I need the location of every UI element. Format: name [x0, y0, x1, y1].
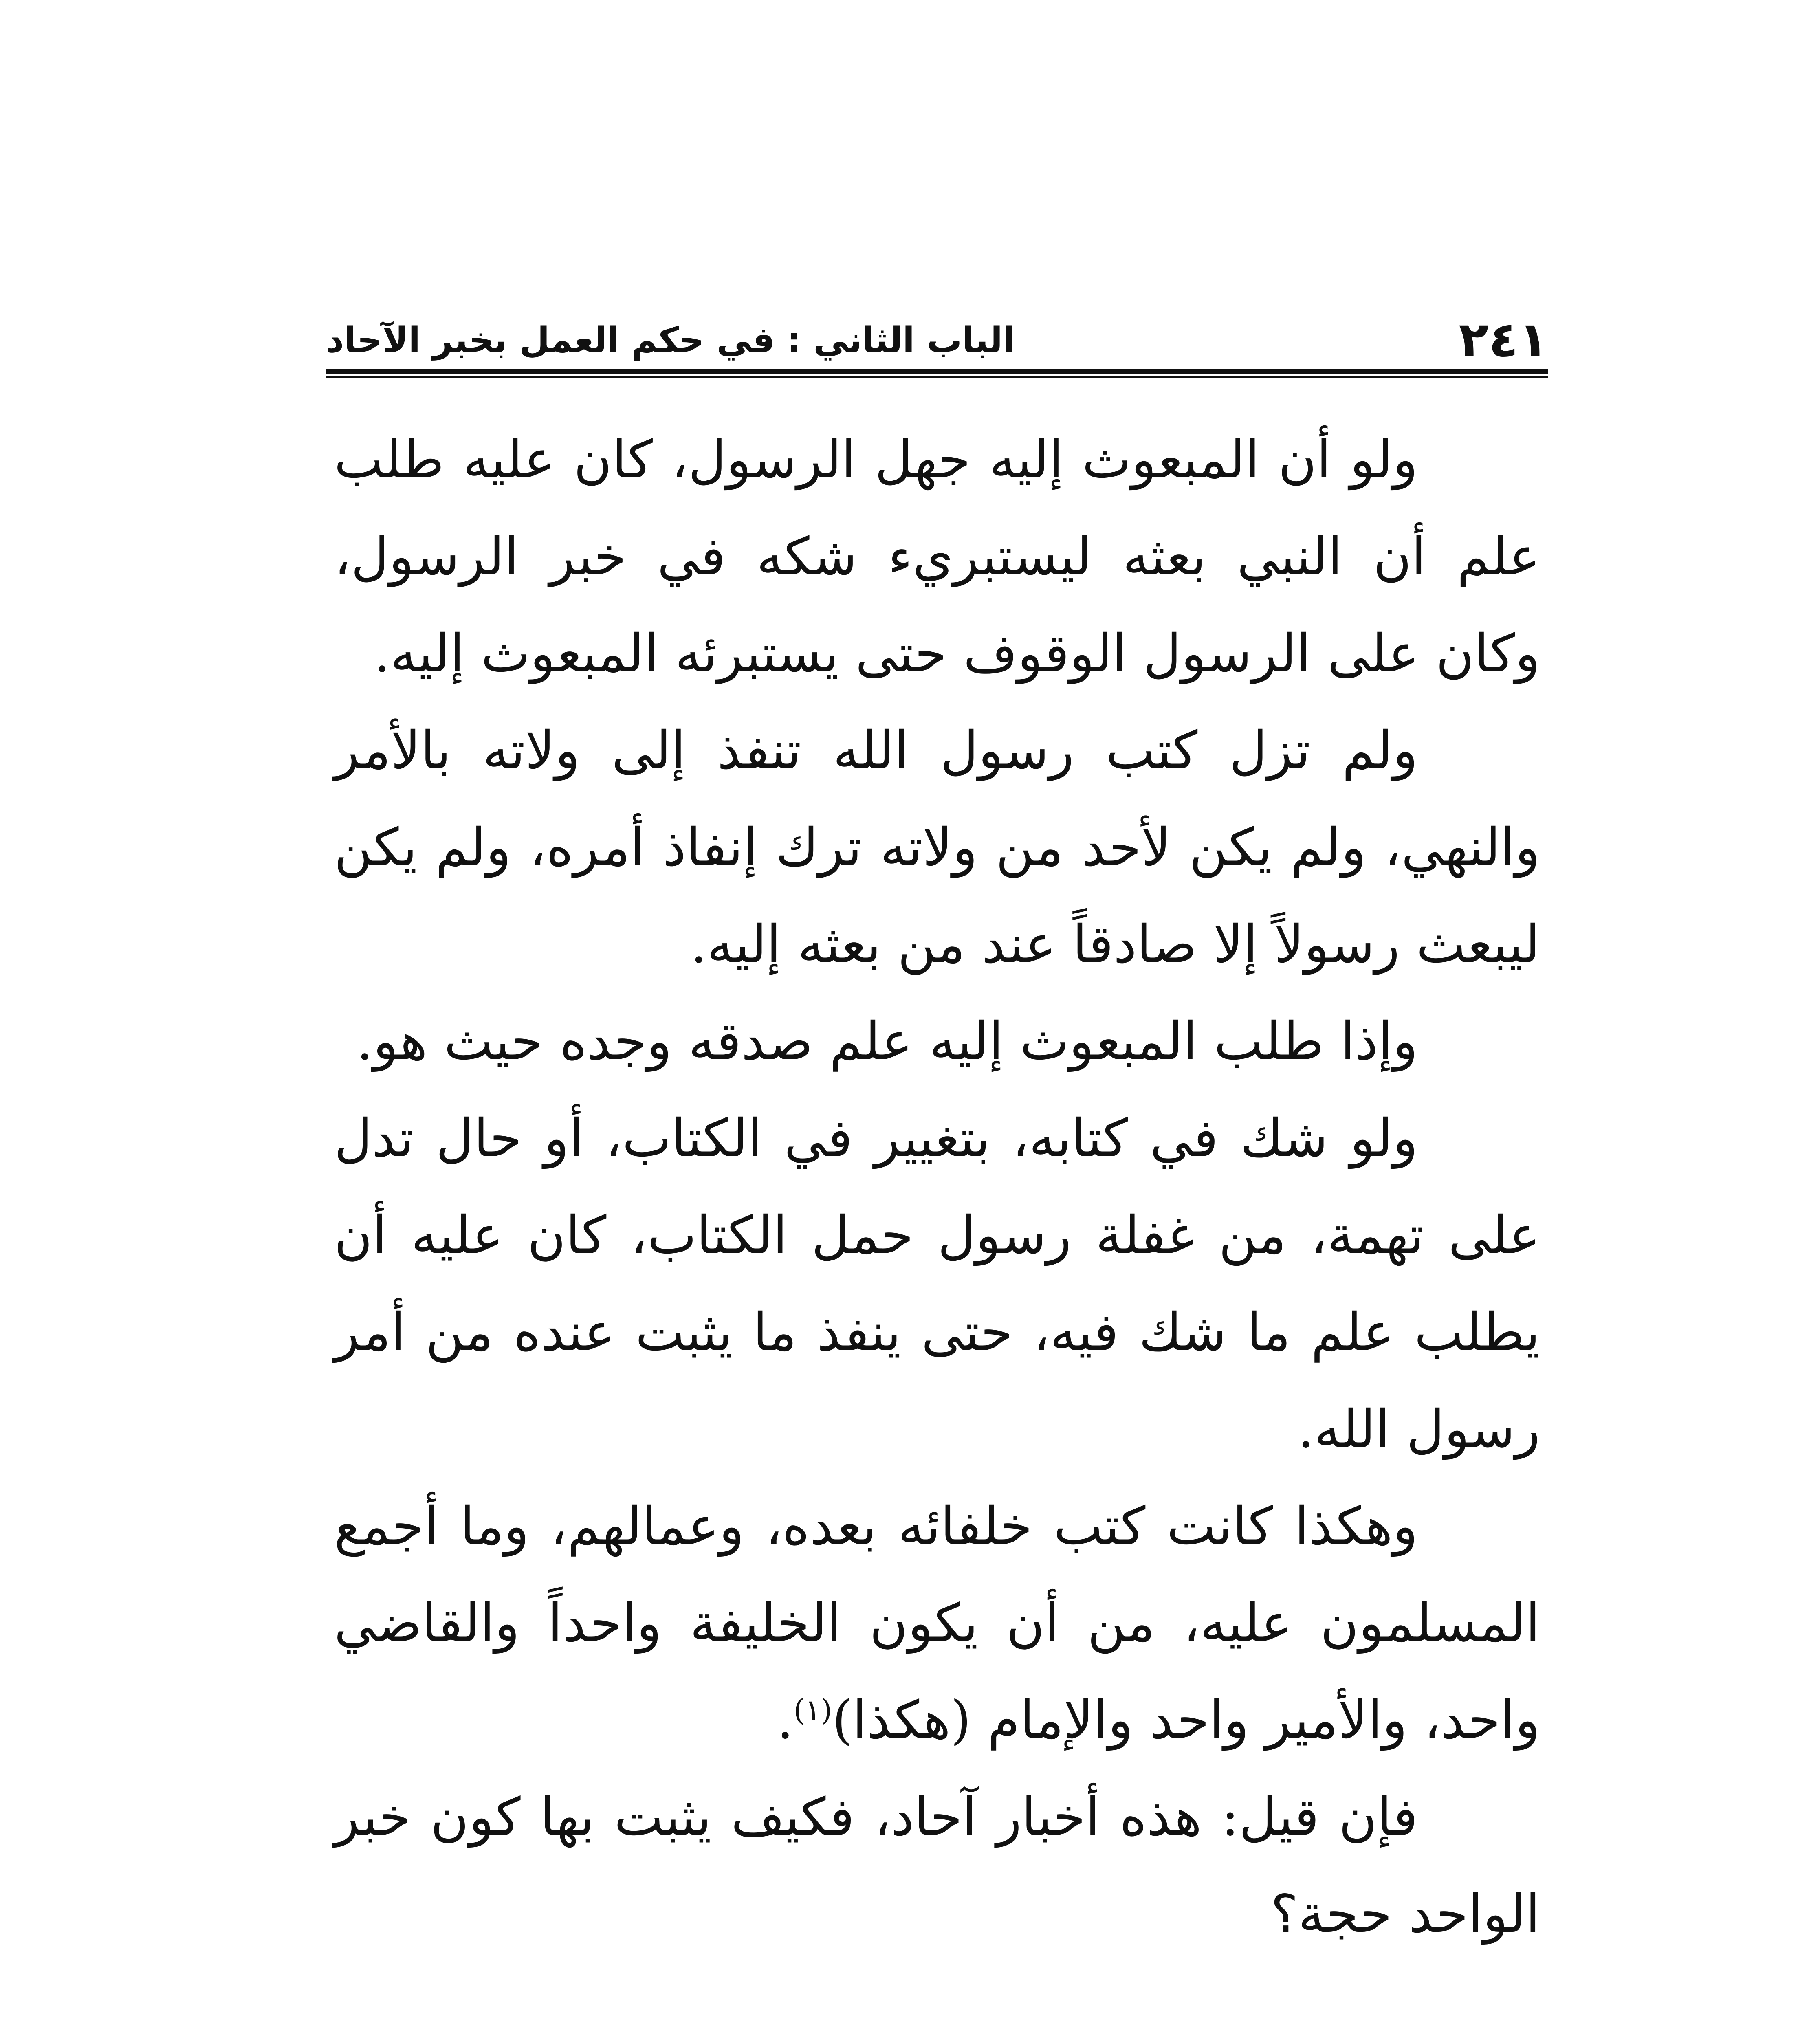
paragraph-4: ولو شك في كتابه، بتغيير في الكتاب، أو حال تدل على تهمة، من غفلة رسول حمل الكتاب، كان عليه أن يطلب علم ما شك فيه، حتى ينفذ ما يثبت عنده من أمر رسول الله.: [334, 1108, 1540, 1460]
body-text: [334, 411, 1540, 1963]
chapter-title: الباب الثاني : في حكم العمل بخبر الآحاد: [326, 320, 1015, 361]
paragraph-1: ولو أن المبعوث إليه جهل الرسول، كان عليه طلب علم أن النبي بعثه ليستبريء شكه في خبر الرسول، وكان على الرسول الوقوف حتى يستبرئه المبعوث إليه.: [334, 429, 1540, 684]
footnote-reference[interactable]: (١): [793, 1693, 832, 1727]
paragraph-3: وإذا طلب المبعوث إليه علم صدقه وجده حيث هو.: [356, 1011, 1418, 1072]
paragraph-6: فإن قيل: هذه أخبار آحاد، فكيف يثبت بها كون خبر الواحد حجة؟: [334, 1787, 1540, 1945]
paragraph-5-end: .: [777, 1690, 794, 1751]
paragraph-2: ولم تزل كتب رسول الله تنفذ إلى ولاته بالأمر والنهي، ولم يكن لأحد من ولاته ترك إنفاذ أمره، ولم يكن ليبعث رسولاً إلا صادقاً عند من بعثه إليه.: [334, 720, 1540, 975]
paragraph-5: [334, 1478, 1540, 1769]
header-rule: [326, 369, 1548, 378]
running-header: [326, 310, 1548, 371]
paragraph-5-text: وهكذا كانت كتب خلفائه بعده، وعمالهم، وما أجمع المسلمون عليه، من أن يكون الخليفة واحداً والقاضي واحد، والأمير واحد والإمام (هكذا): [334, 1496, 1541, 1751]
page-number: ٢٤١: [1459, 312, 1548, 368]
